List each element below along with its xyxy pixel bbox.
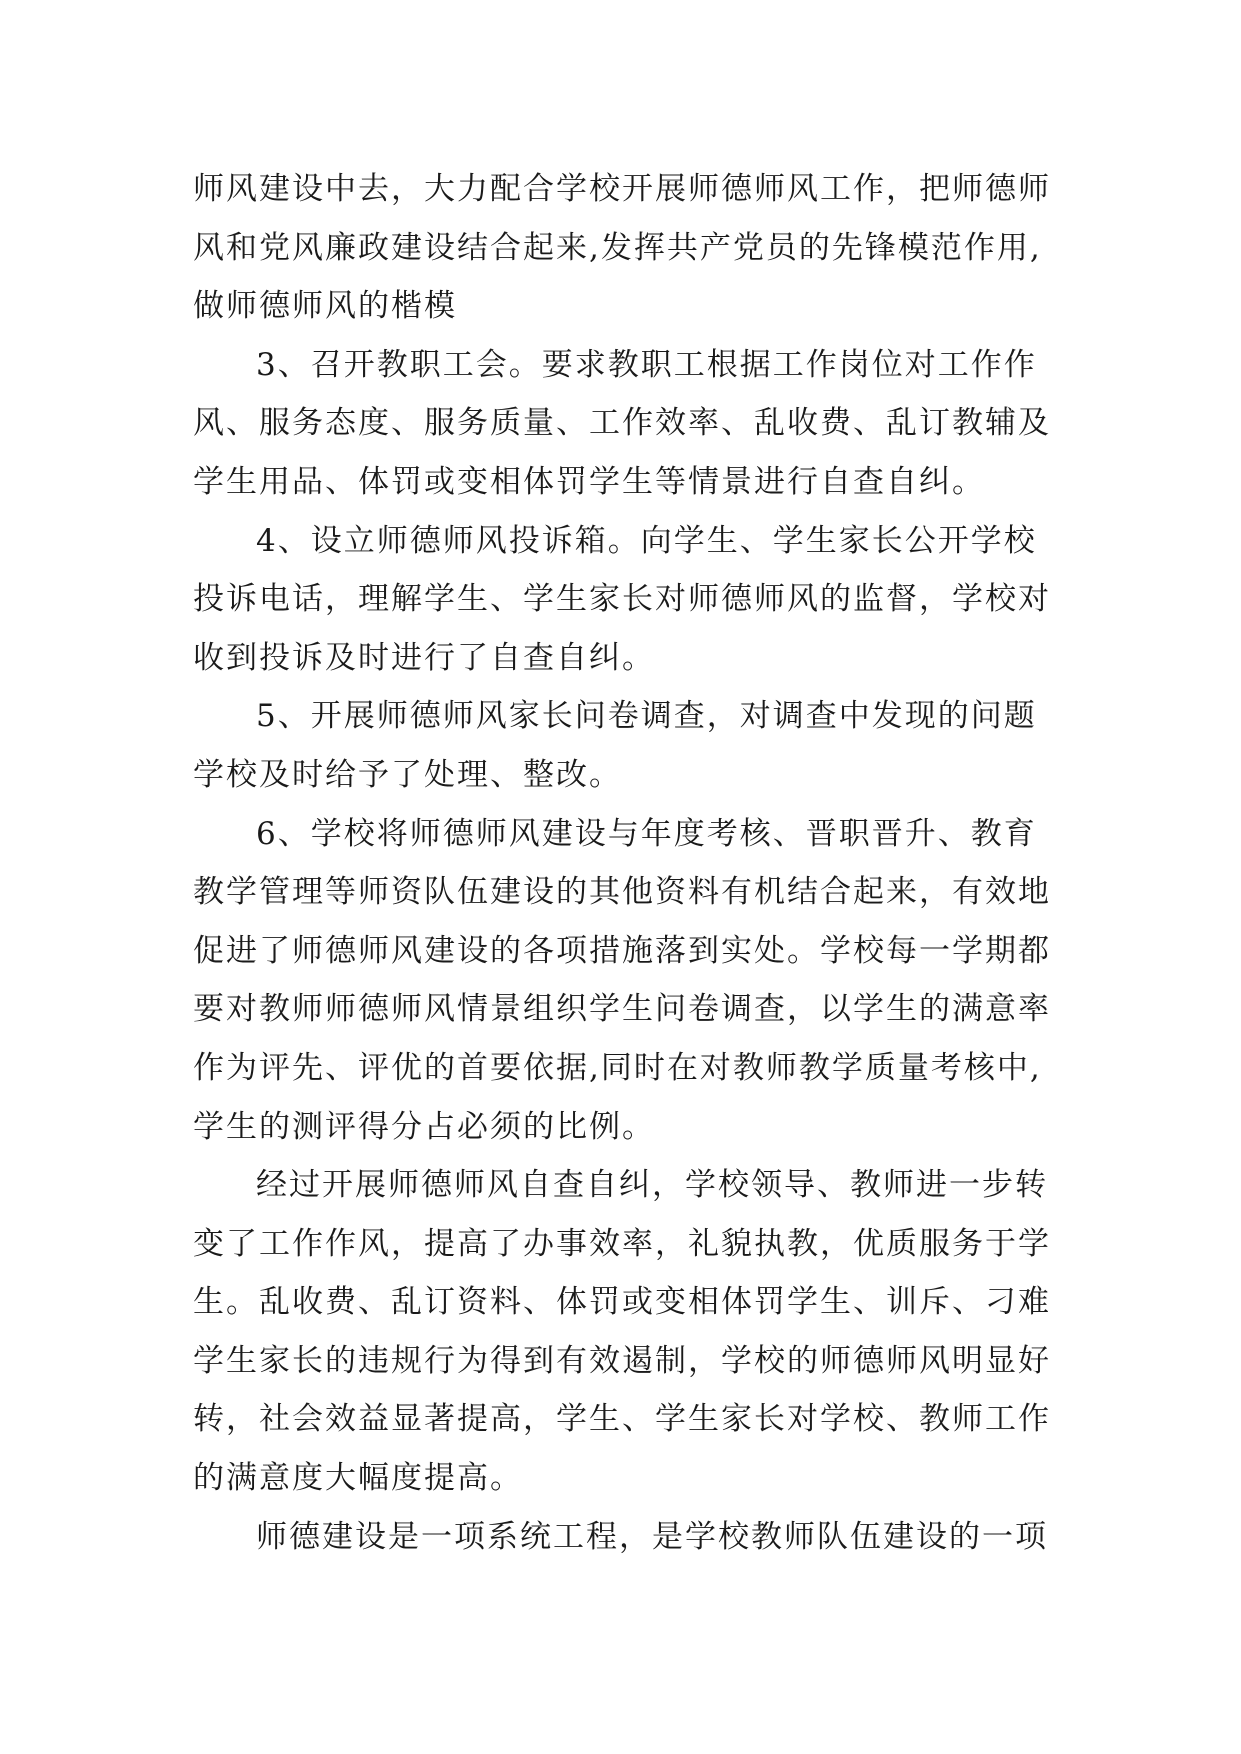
text-line: 5、开展师德师风家长问卷调查，对调查中发现的问题	[256, 698, 1037, 735]
paragraph-continuation	[193, 160, 1063, 336]
text-line: 4、设立师德师风投诉箱。向学生、学生家长公开学校	[256, 522, 1037, 559]
text-line: 6、学校将师德师风建设与年度考核、晋职晋升、教育	[256, 815, 1037, 852]
text-line: 学生的测评得分占必须的比例。	[193, 1108, 655, 1145]
paragraph-conclusion	[193, 1508, 1063, 1567]
document-body	[193, 160, 1063, 1566]
text-line: 师风建设中去，大力配合学校开展师德师风工作，把师德师	[193, 171, 1051, 207]
text-line: 生。乱收费、乱订资料、体罚或变相体罚学生、训斥、刁难	[193, 1284, 1051, 1321]
text-line: 学生家长的违规行为得到有效遏制，学校的师德师风明显好	[193, 1342, 1051, 1379]
text-line: 作为评先、评优的首要依据,同时在对教师教学质量考核中,	[193, 1049, 1042, 1086]
text-line: 要对教师师德师风情景组织学生问卷调查，以学生的满意率	[193, 991, 1051, 1028]
text-line: 学校及时给予了处理、整改。	[193, 756, 622, 793]
text-line: 做师德师风的楷模	[193, 288, 457, 325]
text-line: 转，社会效益显著提高，学生、学生家长对学校、教师工作	[193, 1401, 1051, 1438]
text-line: 教学管理等师资队伍建设的其他资料有机结合起来，有效地	[193, 874, 1051, 911]
text-line: 师德建设是一项系统工程，是学校教师队伍建设的一项	[256, 1518, 1048, 1555]
paragraph-item-4	[193, 512, 1063, 688]
text-line: 的满意度大幅度提高。	[193, 1460, 523, 1497]
text-line: 3、召开教职工会。要求教职工根据工作岗位对工作作	[256, 346, 1037, 383]
text-line: 投诉电话，理解学生、学生家长对师德师风的监督，学校对	[193, 581, 1051, 618]
text-line: 学生用品、体罚或变相体罚学生等情景进行自查自纠。	[193, 463, 985, 500]
text-line: 经过开展师德师风自查自纠，学校领导、教师进一步转	[256, 1167, 1048, 1204]
paragraph-item-5	[193, 687, 1063, 804]
text-line: 风、服务态度、服务质量、工作效率、乱收费、乱订教辅及	[193, 405, 1051, 442]
paragraph-item-6	[193, 805, 1063, 1157]
text-line: 收到投诉及时进行了自查自纠。	[193, 639, 655, 676]
paragraph-summary	[193, 1156, 1063, 1508]
text-line: 促进了师德师风建设的各项措施落到实处。学校每一学期都	[193, 932, 1051, 969]
text-line: 变了工作作风，提高了办事效率，礼貌执教，优质服务于学	[193, 1225, 1051, 1262]
text-line: 风和党风廉政建设结合起来,发挥共产党员的先锋模范作用,	[193, 229, 1042, 266]
paragraph-item-3	[193, 336, 1063, 512]
